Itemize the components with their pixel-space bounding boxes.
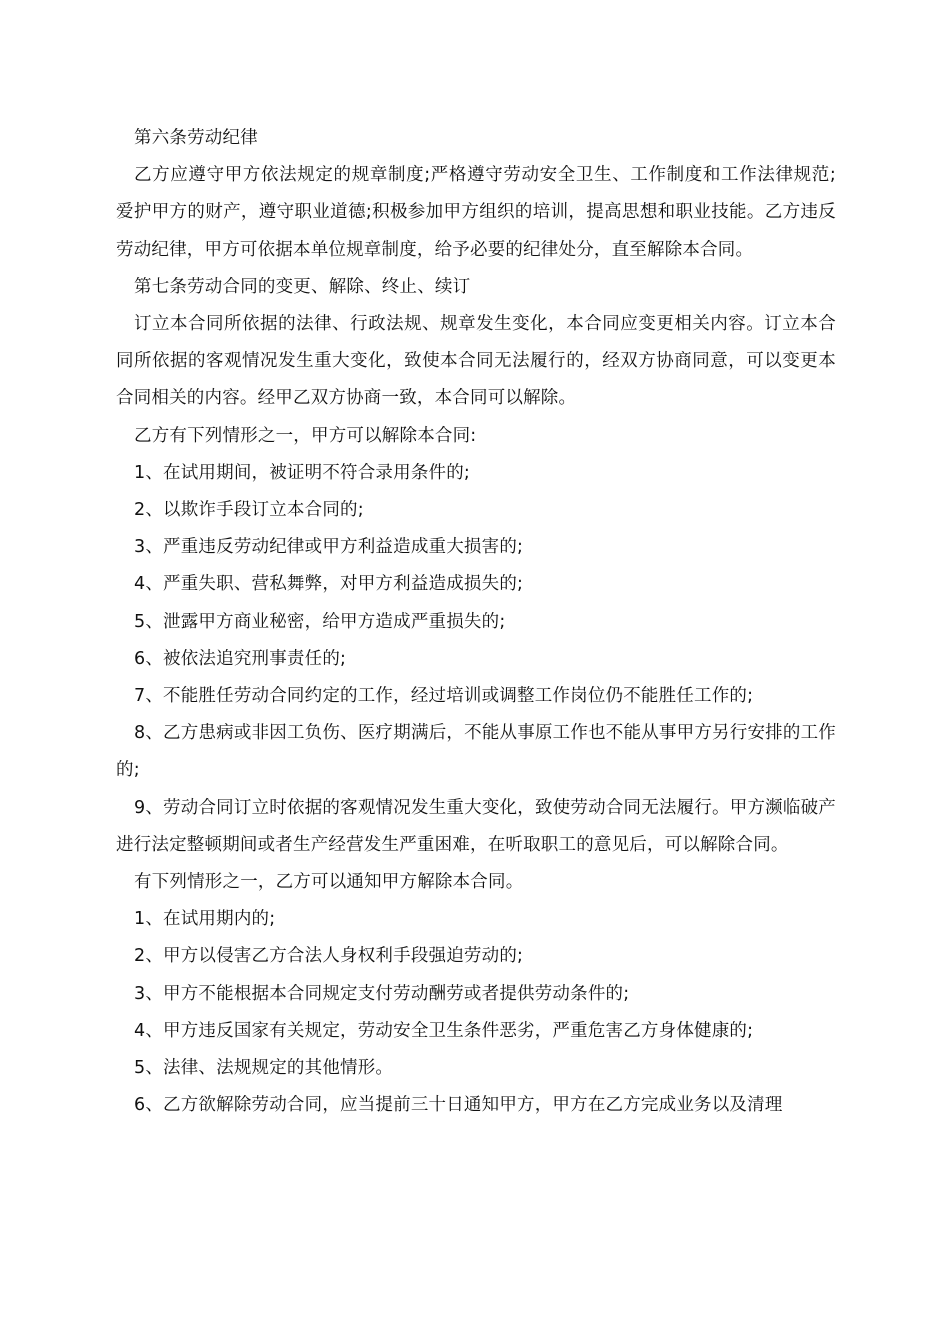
list-item: 6、乙方欲解除劳动合同，应当提前三十日通知甲方，甲方在乙方完成业务以及清理 bbox=[134, 1095, 783, 1116]
paragraph-discipline: 乙方应遵守甲方依法规定的规章制度;严格遵守劳动安全卫生、工作制度和工作法律规范;爱护甲方的财产，遵守职业道德;积极参加甲方组织的培训，提高思想和职业技能。乙方违反劳动纪律，甲方可依据本单位规章制度，给予必要的纪律处分，直至解除本合同。 bbox=[116, 165, 836, 260]
list-item: 5、法律、法规规定的其他情形。 bbox=[134, 1058, 394, 1079]
list-item: 1、在试用期内的; bbox=[134, 909, 276, 930]
list-item: 3、甲方不能根据本合同规定支付劳动酬劳或者提供劳动条件的; bbox=[134, 983, 630, 1004]
list-item: 2、以欺诈手段订立本合同的; bbox=[134, 500, 364, 521]
paragraph-employee-termination-intro: 有下列情形之一，乙方可以通知甲方解除本合同。 bbox=[134, 872, 524, 893]
list-item: 4、严重失职、营私舞弊，对甲方利益造成损失的; bbox=[134, 574, 524, 595]
section-heading-article-7: 第七条劳动合同的变更、解除、终止、续订 bbox=[134, 276, 471, 297]
list-item: 5、泄露甲方商业秘密，给甲方造成严重损失的; bbox=[134, 611, 506, 632]
list-item: 4、甲方违反国家有关规定，劳动安全卫生条件恶劣，严重危害乙方身体健康的; bbox=[134, 1020, 754, 1041]
document-body bbox=[116, 120, 836, 1124]
list-item: 7、不能胜任劳动合同约定的工作，经过培训或调整工作岗位仍不能胜任工作的; bbox=[134, 686, 754, 707]
list-item: 9、劳动合同订立时依据的客观情况发生重大变化，致使劳动合同无法履行。甲方濒临破产进行法定整顿期间或者生产经营发生严重困难，在听取职工的意见后，可以解除合同。 bbox=[116, 797, 836, 855]
paragraph-employer-termination-intro: 乙方有下列情形之一，甲方可以解除本合同: bbox=[134, 425, 477, 446]
list-item: 2、甲方以侵害乙方合法人身权利手段强迫劳动的; bbox=[134, 946, 524, 967]
list-item: 1、在试用期间，被证明不符合录用条件的; bbox=[134, 462, 471, 483]
list-item: 6、被依法追究刑事责任的; bbox=[134, 648, 347, 669]
list-item: 8、乙方患病或非因工负伤、医疗期满后，不能从事原工作也不能从事甲方另行安排的工作的; bbox=[116, 723, 836, 781]
list-item: 3、严重违反劳动纪律或甲方利益造成重大损害的; bbox=[134, 537, 524, 558]
paragraph-contract-change: 订立本合同所依据的法律、行政法规、规章发生变化，本合同应变更相关内容。订立本合同所依据的客观情况发生重大变化，致使本合同无法履行的，经双方协商同意，可以变更本合同相关的内容。经甲乙双方协商一致，本合同可以解除。 bbox=[116, 314, 836, 409]
section-heading-article-6: 第六条劳动纪律 bbox=[134, 128, 258, 148]
